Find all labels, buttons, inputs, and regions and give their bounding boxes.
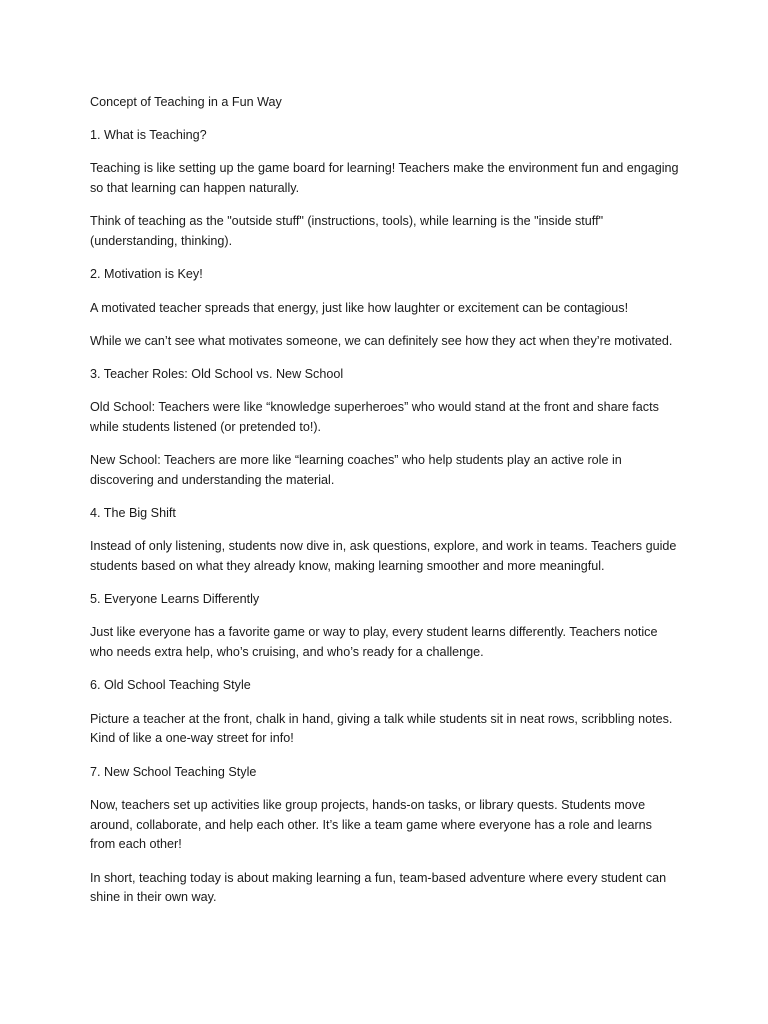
paragraph: While we can’t see what motivates someone, we can definitely see how they act when they’re motivated.	[90, 333, 673, 348]
paragraph: Just like everyone has a favorite game or way to play, every student learns differently. Teachers notice who needs extra help, who’s cruising, and who’s ready for a challenge.	[90, 625, 658, 660]
heading-old-school-style: 6. Old School Teaching Style	[90, 678, 251, 693]
conclusion-paragraph: In short, teaching today is about making learning a fun, team-based adventure where every student can shine in their own way.	[90, 870, 667, 905]
document-page	[90, 93, 680, 922]
paragraph: Instead of only listening, students now dive in, ask questions, explore, and work in teams. Teachers guide students based on what they already know, making learning smoother and more meaningful.	[90, 539, 677, 574]
heading-everyone-learns: 5. Everyone Learns Differently	[90, 592, 260, 607]
paragraph: Picture a teacher at the front, chalk in hand, giving a talk while students sit in neat rows, scribbling notes. Kind of like a one-way street for info!	[90, 711, 673, 746]
paragraph: Teaching is like setting up the game board for learning! Teachers make the environment fun and engaging so that learning can happen naturally.	[90, 161, 679, 196]
heading-motivation: 2. Motivation is Key!	[90, 267, 203, 282]
paragraph: Think of teaching as the "outside stuff" (instructions, tools), while learning is the "inside stuff" (understanding, thinking).	[90, 214, 604, 249]
heading-teacher-roles: 3. Teacher Roles: Old School vs. New School	[90, 366, 344, 381]
heading-big-shift: 4. The Big Shift	[90, 506, 176, 521]
paragraph: Old School: Teachers were like “knowledge superheroes” who would stand at the front and share facts while students listened (or pretended to!).	[90, 400, 659, 434]
document-title: Concept of Teaching in a Fun Way	[90, 95, 282, 109]
paragraph: Now, teachers set up activities like group projects, hands-on tasks, or library quests. Students move around, collaborate, and help each other. It’s like a team game where everyone has a role and learns from each other!	[90, 797, 652, 852]
paragraph: A motivated teacher spreads that energy, just like how laughter or excitement can be contagious!	[90, 300, 629, 315]
paragraph: New School: Teachers are more like “learning coaches” who help students play an active role in discovering and understanding the material.	[90, 453, 622, 487]
heading-what-is-teaching: 1. What is Teaching?	[90, 128, 207, 143]
heading-new-school-style: 7. New School Teaching Style	[90, 764, 257, 779]
